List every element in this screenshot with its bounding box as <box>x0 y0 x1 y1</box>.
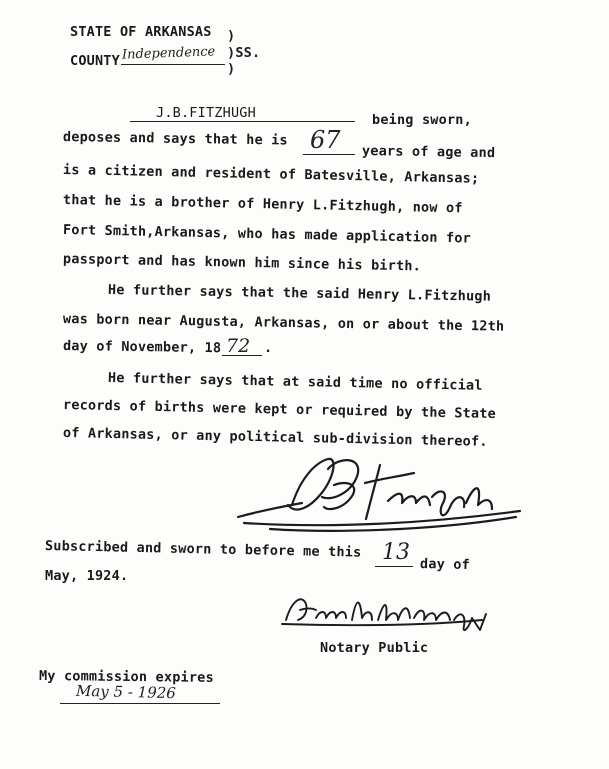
notary-title: Notary Public <box>320 640 429 656</box>
county-value: Independence <box>121 44 216 63</box>
commission-underline <box>60 703 220 704</box>
brother-text: that he is a brother of Henry L.Fitzhugh, now of <box>62 192 463 217</box>
jurat-day-value: 13 <box>382 540 410 565</box>
header-paren: ) <box>227 28 236 44</box>
passport-text: passport and has known him since his birth. <box>62 251 422 275</box>
notary-signature <box>282 590 512 640</box>
affiant-signature <box>230 445 530 535</box>
being-sworn-text: being sworn, <box>372 112 472 128</box>
birth-year-period: . <box>264 340 273 356</box>
state-label: STATE OF ARKANSAS <box>70 24 212 40</box>
affiant-name-underline <box>130 121 355 122</box>
jurat-day-underline <box>375 566 413 567</box>
age-value: 67 <box>310 126 341 154</box>
county-label: COUNTY <box>70 53 120 69</box>
commission-date: May 5 - 1926 <box>75 681 177 703</box>
deposes-text: deposes and says that he is <box>62 129 288 149</box>
ss-label: )SS. <box>227 45 261 61</box>
records-text: records of births were kept or required by the State <box>62 397 497 423</box>
further-says-text: He further says that the said Henry L.Fitzhugh <box>107 282 492 305</box>
birth-year-value: 72 <box>226 335 251 357</box>
november-text: day of November, 18 <box>62 338 222 357</box>
day-of-text: day of <box>419 556 471 574</box>
fort-smith-text: Fort Smith,Arkansas, who has made application for <box>62 222 472 247</box>
header-paren-lower: ) <box>227 61 236 77</box>
subscribed-text: Subscribed and sworn to before me this <box>44 538 362 561</box>
commission-label: My commission expires <box>38 668 214 686</box>
no-records-text: He further says that at said time no official <box>107 370 483 394</box>
age-underline <box>303 154 355 155</box>
citizen-text: is a citizen and resident of Batesville, Arkansas; <box>62 162 480 187</box>
affiant-name: J.B.FITZHUGH <box>156 105 256 121</box>
subdivision-text: of Arkansas, or any political sub-division thereof. <box>62 425 488 450</box>
birth-year-underline <box>222 355 262 356</box>
born-near-text: was born near Augusta, Arkansas, on or about the 12th <box>62 311 505 335</box>
age-tail-text: years of age and <box>361 143 496 162</box>
jurat-date-text: May, 1924. <box>45 568 129 584</box>
county-underline <box>121 64 225 65</box>
